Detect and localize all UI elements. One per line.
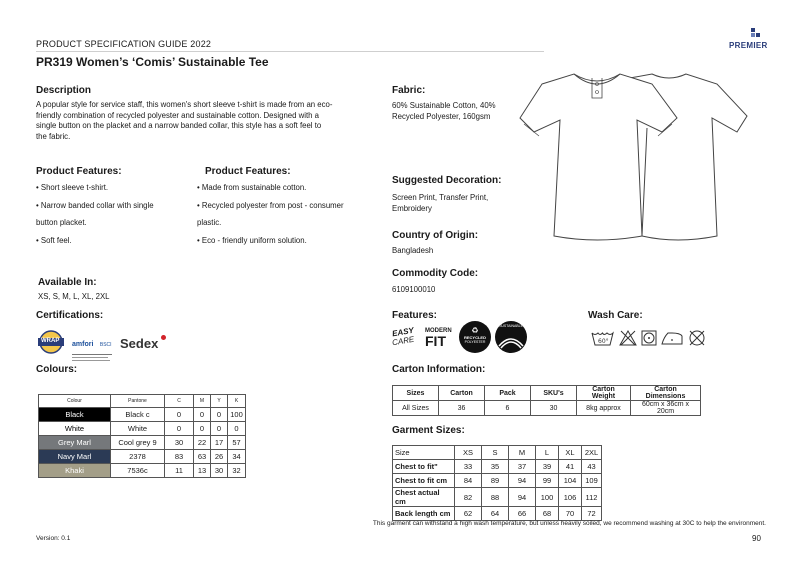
wash-care-heading: Wash Care:: [588, 310, 643, 321]
table-cell: 109: [582, 474, 602, 488]
table-row: [39, 464, 246, 478]
column-header: Carton Dimensions: [631, 386, 701, 401]
table-cell: 41: [559, 460, 582, 474]
easy-care-icon: [392, 327, 420, 355]
column-header: Carton Weight: [577, 386, 631, 401]
feature-item: • Narrow banded collar with single: [36, 200, 154, 210]
table-cell: 60cm x 36cm x 20cm: [631, 401, 701, 416]
cmyk-cell: 0: [228, 422, 246, 436]
cmyk-cell: 30: [165, 436, 194, 450]
table-cell: 99: [536, 474, 559, 488]
premier-logo: [729, 28, 769, 52]
table-cell: 82: [455, 488, 482, 507]
table-cell: 39: [536, 460, 559, 474]
wrap-logo: [36, 329, 66, 355]
no-bleach-icon: [620, 331, 636, 345]
column-header: SKU's: [531, 386, 577, 401]
column-header: Carton: [439, 386, 485, 401]
table-cell: 66: [509, 507, 536, 521]
table-row: [393, 401, 701, 416]
cmyk-cell: 63: [194, 450, 211, 464]
table-cell: All Sizes: [393, 401, 439, 416]
table-cell: 2XL: [582, 446, 602, 460]
origin-heading: Country of Origin:: [392, 230, 479, 241]
polyester-label: POLYESTER: [464, 340, 486, 344]
table-cell: 43: [582, 460, 602, 474]
table-row: [393, 446, 602, 460]
recycled-polyester-icon: ♻ RECYCLED POLYESTER: [459, 321, 491, 353]
cmyk-cell: 26: [211, 450, 228, 464]
cmyk-cell: 0: [194, 408, 211, 422]
amfori-bsci-label: BSCI: [99, 342, 112, 348]
table-cell: 100: [536, 488, 559, 507]
table-row: [39, 408, 246, 422]
tshirt-illustration: [512, 68, 772, 248]
table-cell: 84: [455, 474, 482, 488]
table-cell: L: [536, 446, 559, 460]
logo-text: PREMIER: [729, 41, 768, 50]
table-cell: 35: [482, 460, 509, 474]
table-row: [393, 474, 602, 488]
table-cell: 30: [531, 401, 577, 416]
wash-note: This garment can withstand a high wash temperature, but unless heavily soiled, we recommend washing at 30C to help the environment.: [372, 520, 766, 527]
modern-label: MODERN: [425, 328, 452, 334]
table-cell: 89: [482, 474, 509, 488]
colour-swatch: Black: [39, 408, 111, 422]
features-icons-heading: Features:: [392, 310, 438, 321]
cmyk-cell: 30: [211, 464, 228, 478]
colours-header-row: [39, 395, 246, 408]
column-header: Y: [211, 395, 228, 408]
table-row: [39, 436, 246, 450]
certifications-heading: Certifications:: [36, 310, 104, 321]
colours-heading: Colours:: [36, 364, 78, 375]
table-cell: 88: [482, 488, 509, 507]
modern-fit-icon: [425, 328, 455, 356]
colour-swatch: Khaki: [39, 464, 111, 478]
page-number: 90: [752, 534, 761, 543]
table-cell: 70: [559, 507, 582, 521]
fabric-line: Recycled Polyester, 160gsm: [392, 111, 491, 121]
cmyk-cell: 0: [211, 422, 228, 436]
table-cell: 112: [582, 488, 602, 507]
table-cell: 8kg approx: [577, 401, 631, 416]
cmyk-cell: 100: [228, 408, 246, 422]
column-header: Sizes: [393, 386, 439, 401]
cmyk-cell: 0: [194, 422, 211, 436]
wash-temp-label: 60°: [598, 338, 609, 345]
sedex-label: Sedex: [120, 336, 159, 351]
column-header: Pack: [485, 386, 531, 401]
cmyk-cell: 0: [165, 422, 194, 436]
pantone-cell: White: [111, 422, 165, 436]
guide-title: PRODUCT SPECIFICATION GUIDE 2022: [36, 39, 212, 49]
logo-square-icon: [756, 33, 760, 37]
table-cell: 68: [536, 507, 559, 521]
cmyk-cell: 13: [194, 464, 211, 478]
table-cell: 6: [485, 401, 531, 416]
decoration-line: Embroidery: [392, 203, 432, 213]
decoration-line: Screen Print, Transfer Print,: [392, 193, 489, 202]
description-text: [36, 100, 386, 142]
feature-item: button placket.: [36, 218, 87, 227]
table-row: [39, 450, 246, 464]
column-header: Colour: [39, 395, 111, 408]
cmyk-cell: 11: [165, 464, 194, 478]
decoration-text: [392, 193, 488, 214]
column-header: Pantone: [111, 395, 165, 408]
commodity-value: 6109100010: [392, 285, 436, 294]
header-rule: [36, 51, 544, 52]
wrap-label: WRAP: [41, 338, 60, 344]
cmyk-cell: 57: [228, 436, 246, 450]
table-cell: 36: [439, 401, 485, 416]
cmyk-cell: 0: [165, 408, 194, 422]
logo-square-icon: [751, 33, 755, 37]
table-cell: 33: [455, 460, 482, 474]
feature-item: • Made from sustainable cotton.: [197, 183, 307, 192]
fit-label: FIT: [425, 333, 446, 349]
table-cell: M: [509, 446, 536, 460]
column-header: M: [194, 395, 211, 408]
cmyk-cell: 17: [211, 436, 228, 450]
table-cell: 72: [582, 507, 602, 521]
description-line: A popular style for service staff, this women's short sleeve t-shirt is made from an eco-: [36, 100, 333, 109]
amfori-label: amfori: [72, 341, 94, 348]
colour-swatch: Grey Marl: [39, 436, 111, 450]
care-label: CARE: [391, 334, 415, 348]
feature-item: • Short sleeve t-shirt.: [36, 183, 109, 192]
recycled-label: RECYCLED: [463, 335, 486, 340]
fabric-text: [392, 101, 496, 122]
table-row: [39, 422, 246, 436]
pantone-cell: 7536c: [111, 464, 165, 478]
wash-care-icons: [590, 328, 714, 348]
table-row: [393, 460, 602, 474]
table-row: [393, 488, 602, 507]
colour-swatch: Navy Marl: [39, 450, 111, 464]
table-cell: 104: [559, 474, 582, 488]
description-line: single button on the placket and a narrow banded collar, this style has a soft feel to: [36, 121, 322, 130]
feature-item: • Recycled polyester from post - consumer: [197, 200, 344, 210]
description-heading: Description: [36, 85, 92, 96]
features-right-heading: Product Features:: [205, 166, 291, 177]
table-cell: 62: [455, 507, 482, 521]
logo-square-icon: [751, 28, 755, 32]
colours-table: [38, 394, 246, 478]
decoration-heading: Suggested Decoration:: [392, 175, 502, 186]
cmyk-cell: 0: [211, 408, 228, 422]
amfori-logo: [72, 333, 116, 355]
description-line: the fabric.: [36, 131, 71, 141]
feature-item: plastic.: [197, 218, 222, 227]
feature-item: • Soft feel.: [36, 235, 72, 245]
feature-item: • Eco - friendly uniform solution.: [197, 235, 307, 245]
colour-swatch: White: [39, 422, 111, 436]
version-label: Version: 0.1: [36, 535, 71, 542]
available-heading: Available In:: [38, 277, 97, 288]
sustainable-icon: [495, 321, 527, 353]
origin-value: Bangladesh: [392, 246, 434, 255]
row-label: Chest actual cm: [393, 488, 455, 507]
sustainable-label: SUSTAINABLE: [499, 324, 523, 328]
features-left-list: [36, 183, 196, 246]
product-title: PR319 Women’s ‘Comis’ Sustainable Tee: [36, 55, 269, 69]
cmyk-cell: 22: [194, 436, 211, 450]
table-cell: 64: [482, 507, 509, 521]
table-cell: 106: [559, 488, 582, 507]
table-cell: XL: [559, 446, 582, 460]
pantone-cell: 2378: [111, 450, 165, 464]
column-header: C: [165, 395, 194, 408]
fabric-heading: Fabric:: [392, 85, 426, 96]
easy-label: EASY: [391, 325, 415, 339]
row-label: Size: [393, 446, 455, 460]
carton-header-row: [393, 386, 701, 401]
carton-table: [392, 385, 701, 416]
row-label: Back length cm: [393, 507, 455, 521]
available-sizes: XS, S, M, L, XL, 2XL: [38, 292, 110, 301]
table-cell: S: [482, 446, 509, 460]
row-label: Chest to fit": [393, 460, 455, 474]
row-label: Chest to fit cm: [393, 474, 455, 488]
cmyk-cell: 34: [228, 450, 246, 464]
cmyk-cell: 32: [228, 464, 246, 478]
table-cell: 94: [509, 474, 536, 488]
fabric-line: 60% Sustainable Cotton, 40%: [392, 101, 496, 110]
commodity-heading: Commodity Code:: [392, 268, 479, 279]
garment-heading: Garment Sizes:: [392, 425, 465, 436]
table-cell: 94: [509, 488, 536, 507]
table-cell: XS: [455, 446, 482, 460]
pantone-cell: Cool grey 9: [111, 436, 165, 450]
carton-heading: Carton Information:: [392, 364, 486, 375]
table-row: [393, 507, 602, 521]
table-cell: 37: [509, 460, 536, 474]
features-left-heading: Product Features:: [36, 166, 122, 177]
pantone-cell: Black c: [111, 408, 165, 422]
cmyk-cell: 83: [165, 450, 194, 464]
description-line: friendly combination of recycled polyester and sustainable cotton. Designed with a: [36, 110, 320, 120]
garment-sizes-table: [392, 445, 602, 521]
iron-icon: [662, 333, 682, 344]
column-header: K: [228, 395, 246, 408]
features-right-list: [197, 183, 387, 246]
sedex-logo: [120, 335, 166, 353]
